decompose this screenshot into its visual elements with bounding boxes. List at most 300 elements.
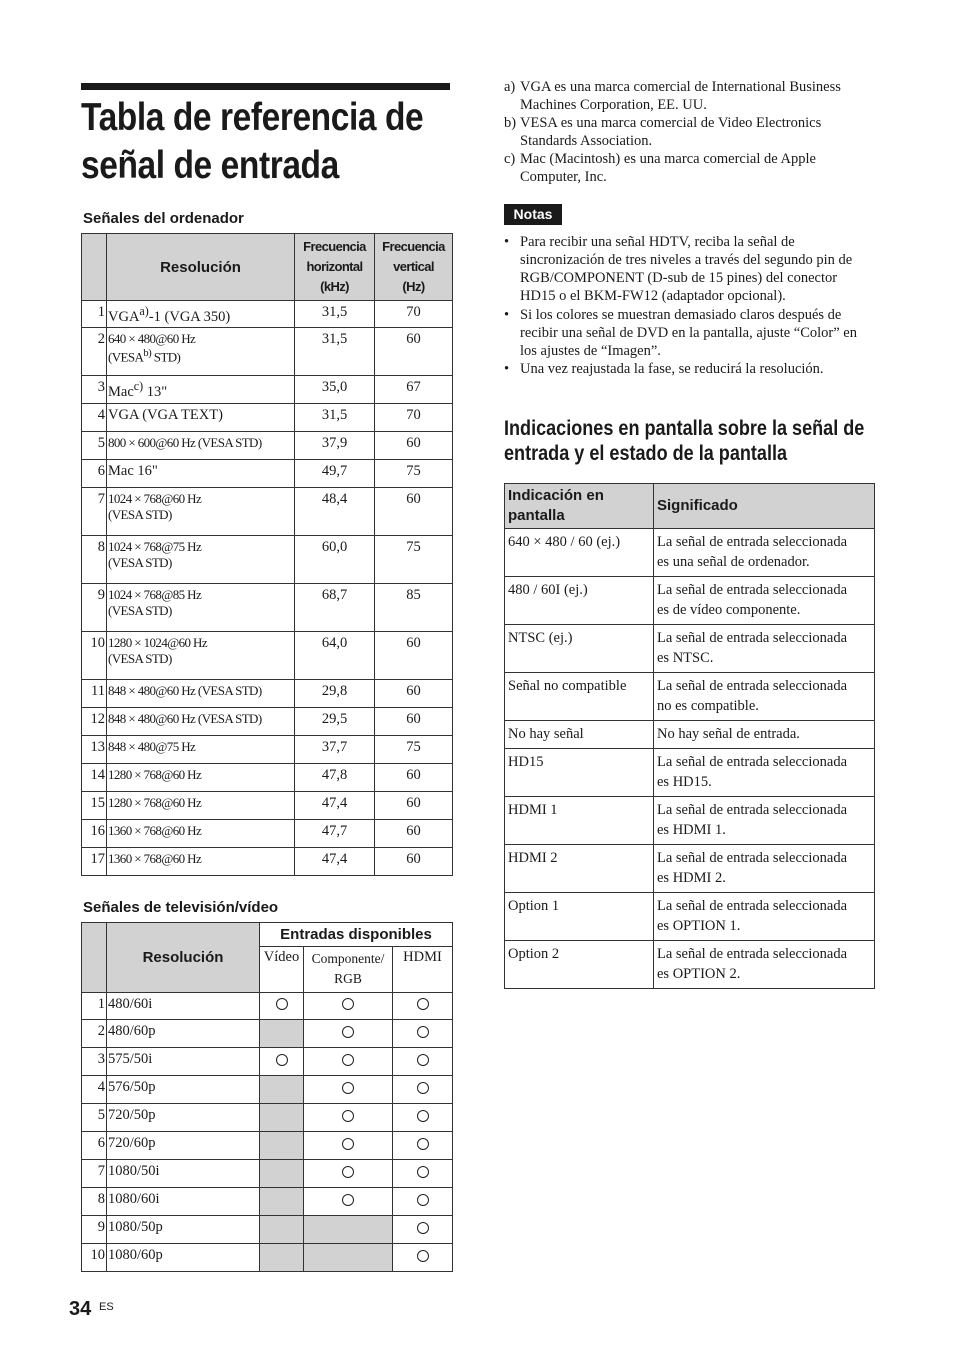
pc-resolution-text: 1360 × 768@60 Hz bbox=[108, 823, 202, 838]
tv-cell-video bbox=[260, 1188, 304, 1216]
indication-text: NTSC (ej.) bbox=[505, 625, 654, 673]
circle-mark-icon bbox=[417, 1194, 429, 1206]
pc-row-resolution-line bbox=[108, 491, 294, 507]
pc-resolution-text: VGA bbox=[108, 308, 140, 325]
pc-row-hfreq: 48,4 bbox=[295, 488, 375, 536]
pc-resolution-text: 1024 × 768@85 Hz bbox=[108, 587, 202, 602]
pc-row-hfreq: 35,0 bbox=[295, 376, 375, 404]
indications-heading-line: entrada y el estado de la pantalla bbox=[504, 442, 788, 465]
pc-header-vfreq-line: Frecuencia bbox=[382, 239, 445, 254]
indication-text: No hay señal bbox=[505, 721, 654, 749]
footnote-label: a) bbox=[504, 79, 516, 95]
tv-cell-hdmi bbox=[393, 1020, 453, 1048]
pc-row-number: 9 bbox=[82, 584, 107, 632]
indication-meaning-line: es HDMI 2. bbox=[657, 870, 726, 886]
note-line: HD15 o el BKM-FW12 (adaptador opcional). bbox=[520, 288, 786, 304]
tv-row-resolution: 576/50p bbox=[107, 1076, 260, 1104]
pc-row-vfreq: 70 bbox=[375, 301, 453, 328]
pc-row-number: 3 bbox=[82, 376, 107, 404]
pc-row-resolution bbox=[107, 680, 295, 708]
circle-mark-icon bbox=[342, 1054, 354, 1066]
tv-row-number: 2 bbox=[82, 1020, 107, 1048]
tv-cell-component bbox=[304, 1244, 393, 1272]
indications-row bbox=[505, 673, 875, 721]
tv-table-header-row bbox=[82, 923, 453, 947]
pc-row-resolution-line bbox=[108, 507, 294, 523]
tv-row-number: 10 bbox=[82, 1244, 107, 1272]
indication-meaning-line: es de vídeo componente. bbox=[657, 602, 801, 618]
pc-row-number: 17 bbox=[82, 848, 107, 876]
tv-section-label: Señales de televisión/vídeo bbox=[83, 899, 279, 916]
circle-mark-icon bbox=[342, 1110, 354, 1122]
pc-row-resolution-line bbox=[108, 635, 294, 651]
tv-header-video: Vídeo bbox=[260, 947, 304, 993]
circle-mark-icon bbox=[276, 1054, 288, 1066]
tv-cell-component bbox=[304, 1188, 393, 1216]
tv-signals-table bbox=[81, 922, 453, 1272]
tv-table-row bbox=[82, 1048, 453, 1076]
pc-header-vfreq-line: vertical bbox=[393, 259, 434, 274]
note-item bbox=[504, 306, 872, 360]
pc-row-resolution bbox=[107, 488, 295, 536]
indications-row bbox=[505, 893, 875, 941]
pc-header-hfreq bbox=[295, 234, 375, 301]
tv-cell-hdmi bbox=[393, 1104, 453, 1132]
pc-row-resolution-line bbox=[108, 603, 294, 619]
indication-meaning-line: La señal de entrada seleccionada bbox=[657, 802, 848, 818]
note-line: recibir una señal de DVD en la pantalla, ajuste “Color” en bbox=[520, 325, 857, 341]
indication-meaning-line: La señal de entrada seleccionada bbox=[657, 946, 848, 962]
pc-signals-table bbox=[81, 233, 453, 876]
pc-resolution-text: (VESA STD) bbox=[108, 651, 172, 666]
indications-row bbox=[505, 721, 875, 749]
pc-table-row bbox=[82, 820, 453, 848]
footnote-line: Machines Corporation, EE. UU. bbox=[520, 97, 707, 113]
indications-header-line: pantalla bbox=[508, 507, 565, 524]
tv-cell-component bbox=[304, 1020, 393, 1048]
indication-meaning-line: La señal de entrada seleccionada bbox=[657, 534, 848, 550]
pc-resolution-text: 848 × 480@60 Hz (VESA STD) bbox=[108, 683, 262, 698]
tv-cell-video bbox=[260, 1048, 304, 1076]
pc-row-vfreq: 60 bbox=[375, 680, 453, 708]
indication-meaning-line: La señal de entrada seleccionada bbox=[657, 898, 848, 914]
indications-row bbox=[505, 797, 875, 845]
circle-mark-icon bbox=[342, 1082, 354, 1094]
pc-resolution-text: 1280 × 768@60 Hz bbox=[108, 767, 202, 782]
pc-row-resolution bbox=[107, 584, 295, 632]
pc-resolution-text: 13" bbox=[143, 383, 168, 400]
pc-table-row bbox=[82, 376, 453, 404]
pc-table-row bbox=[82, 764, 453, 792]
indication-text: 640 × 480 / 60 (ej.) bbox=[505, 529, 654, 577]
pc-row-resolution bbox=[107, 460, 295, 488]
note-item bbox=[504, 360, 872, 378]
footnote-text bbox=[520, 114, 864, 150]
tv-row-number: 7 bbox=[82, 1160, 107, 1188]
pc-resolution-text: (VESA bbox=[108, 349, 144, 365]
pc-row-resolution-line bbox=[108, 379, 294, 401]
pc-header-hfreq-line: horizontal bbox=[306, 259, 363, 274]
tv-cell-component bbox=[304, 1216, 393, 1244]
circle-mark-icon bbox=[417, 1054, 429, 1066]
pc-row-resolution bbox=[107, 708, 295, 736]
bullet-icon: • bbox=[504, 361, 510, 377]
pc-row-vfreq: 75 bbox=[375, 536, 453, 584]
pc-table-header-row bbox=[82, 234, 453, 301]
circle-mark-icon bbox=[417, 1110, 429, 1122]
indication-meaning-line: no es compatible. bbox=[657, 698, 759, 714]
pc-row-resolution bbox=[107, 848, 295, 876]
pc-row-vfreq: 60 bbox=[375, 764, 453, 792]
indication-meaning bbox=[654, 845, 875, 893]
pc-resolution-text: VGA (VGA TEXT) bbox=[108, 407, 223, 423]
pc-row-hfreq: 29,5 bbox=[295, 708, 375, 736]
indication-text: 480 / 60I (ej.) bbox=[505, 577, 654, 625]
tv-header-hdmi: HDMI bbox=[393, 947, 453, 993]
pc-row-resolution bbox=[107, 632, 295, 680]
footnote-text bbox=[520, 78, 864, 114]
tv-cell-component bbox=[304, 1076, 393, 1104]
indication-meaning-line: es OPTION 1. bbox=[657, 918, 741, 934]
footnote-item bbox=[504, 78, 864, 114]
note-line: Para recibir una señal HDTV, reciba la señal de bbox=[520, 234, 795, 250]
pc-table-row bbox=[82, 736, 453, 764]
pc-row-number: 13 bbox=[82, 736, 107, 764]
page-title bbox=[81, 94, 425, 190]
indication-meaning-line: es OPTION 2. bbox=[657, 966, 741, 982]
pc-row-resolution-line bbox=[108, 795, 294, 811]
footnote-item bbox=[504, 114, 864, 150]
indication-meaning-line: es HD15. bbox=[657, 774, 712, 790]
tv-table-row bbox=[82, 1132, 453, 1160]
pc-row-resolution-line bbox=[108, 823, 294, 839]
pc-row-resolution-line bbox=[108, 463, 294, 480]
indication-text: HDMI 1 bbox=[505, 797, 654, 845]
tv-cell-hdmi bbox=[393, 1244, 453, 1272]
pc-row-vfreq: 60 bbox=[375, 328, 453, 376]
tv-cell-hdmi bbox=[393, 1188, 453, 1216]
indication-meaning bbox=[654, 577, 875, 625]
tv-cell-component bbox=[304, 1104, 393, 1132]
tv-cell-hdmi bbox=[393, 1132, 453, 1160]
pc-table-row bbox=[82, 460, 453, 488]
pc-row-vfreq: 60 bbox=[375, 632, 453, 680]
tv-cell-hdmi bbox=[393, 1076, 453, 1104]
pc-row-resolution-line bbox=[108, 767, 294, 783]
note-text bbox=[520, 233, 872, 305]
footnote-item bbox=[504, 150, 864, 186]
pc-table-row bbox=[82, 328, 453, 376]
pc-table-row bbox=[82, 301, 453, 328]
note-text bbox=[520, 306, 872, 360]
indication-meaning bbox=[654, 797, 875, 845]
circle-mark-icon bbox=[417, 1166, 429, 1178]
indication-meaning bbox=[654, 529, 875, 577]
pc-row-resolution-line bbox=[108, 587, 294, 603]
tv-row-number: 1 bbox=[82, 993, 107, 1020]
pc-row-resolution bbox=[107, 536, 295, 584]
pc-table-row bbox=[82, 848, 453, 876]
tv-row-number: 9 bbox=[82, 1216, 107, 1244]
pc-resolution-text: Mac bbox=[108, 383, 134, 400]
circle-mark-icon bbox=[276, 998, 288, 1010]
footnote-text bbox=[520, 150, 864, 186]
indications-row bbox=[505, 577, 875, 625]
pc-row-resolution bbox=[107, 328, 295, 376]
pc-row-resolution-line bbox=[108, 435, 294, 451]
note-line: RGB/COMPONENT (D-sub de 15 pines) del conector bbox=[520, 270, 838, 286]
indications-row bbox=[505, 625, 875, 673]
pc-row-vfreq: 60 bbox=[375, 848, 453, 876]
tv-table-row bbox=[82, 993, 453, 1020]
tv-row-resolution: 575/50i bbox=[107, 1048, 260, 1076]
pc-row-number: 11 bbox=[82, 680, 107, 708]
tv-cell-video bbox=[260, 1104, 304, 1132]
circle-mark-icon bbox=[417, 1250, 429, 1262]
tv-row-resolution: 1080/60i bbox=[107, 1188, 260, 1216]
pc-table-row bbox=[82, 632, 453, 680]
pc-table-row bbox=[82, 584, 453, 632]
pc-resolution-text: 1280 × 768@60 Hz bbox=[108, 795, 202, 810]
tv-cell-video bbox=[260, 993, 304, 1020]
tv-table-row bbox=[82, 1076, 453, 1104]
pc-row-vfreq: 70 bbox=[375, 404, 453, 432]
pc-header-hfreq-line: Frecuencia bbox=[303, 239, 366, 254]
indication-meaning-line: La señal de entrada seleccionada bbox=[657, 754, 848, 770]
tv-table-row bbox=[82, 1104, 453, 1132]
tv-cell-component bbox=[304, 1160, 393, 1188]
note-text bbox=[520, 360, 872, 378]
pc-table-row bbox=[82, 432, 453, 460]
pc-row-hfreq: 31,5 bbox=[295, 328, 375, 376]
indications-heading bbox=[504, 416, 882, 466]
pc-row-resolution-line bbox=[108, 331, 294, 347]
footnote-label: b) bbox=[504, 115, 517, 131]
pc-row-vfreq: 60 bbox=[375, 488, 453, 536]
pc-resolution-text: 1360 × 768@60 Hz bbox=[108, 851, 202, 866]
pc-row-hfreq: 47,4 bbox=[295, 848, 375, 876]
pc-row-hfreq: 49,7 bbox=[295, 460, 375, 488]
pc-header-vfreq bbox=[375, 234, 453, 301]
page-title-line-2: señal de entrada bbox=[81, 144, 339, 187]
note-line: los ajustes de “Imagen”. bbox=[520, 343, 661, 359]
pc-section-label: Señales del ordenador bbox=[83, 210, 244, 227]
indication-meaning-line: es HDMI 1. bbox=[657, 822, 726, 838]
bullet-icon: • bbox=[504, 307, 510, 323]
indication-meaning bbox=[654, 721, 875, 749]
tv-header-resolution: Resolución bbox=[107, 923, 260, 993]
pc-row-resolution bbox=[107, 764, 295, 792]
tv-table-row bbox=[82, 1160, 453, 1188]
pc-resolution-text: 848 × 480@75 Hz bbox=[108, 739, 196, 754]
indication-meaning-line: No hay señal de entrada. bbox=[657, 726, 800, 742]
tv-row-resolution: 1080/50p bbox=[107, 1216, 260, 1244]
pc-row-hfreq: 47,8 bbox=[295, 764, 375, 792]
indications-row bbox=[505, 529, 875, 577]
pc-row-resolution bbox=[107, 301, 295, 328]
pc-resolution-text: 640 × 480@60 Hz bbox=[108, 331, 196, 346]
footnote-line: Mac (Macintosh) es una marca comercial de Apple bbox=[520, 151, 816, 167]
pc-row-number: 12 bbox=[82, 708, 107, 736]
pc-footnote-marker: a) bbox=[139, 304, 149, 318]
indication-text: Señal no compatible bbox=[505, 673, 654, 721]
pc-header-resolution: Resolución bbox=[107, 234, 295, 301]
note-line: Si los colores se muestran demasiado claros después de bbox=[520, 307, 842, 323]
tv-cell-hdmi bbox=[393, 993, 453, 1020]
tv-row-resolution: 720/60p bbox=[107, 1132, 260, 1160]
pc-row-resolution bbox=[107, 792, 295, 820]
pc-row-resolution-line bbox=[108, 407, 294, 424]
tv-table-row bbox=[82, 1216, 453, 1244]
tv-cell-video bbox=[260, 1216, 304, 1244]
tv-header-num bbox=[82, 923, 107, 993]
notes-badge: Notas bbox=[504, 204, 562, 225]
tv-cell-video bbox=[260, 1076, 304, 1104]
pc-resolution-text: 1024 × 768@75 Hz bbox=[108, 539, 202, 554]
pc-resolution-text: Mac 16" bbox=[108, 463, 158, 479]
tv-row-resolution: 720/50p bbox=[107, 1104, 260, 1132]
indications-row bbox=[505, 749, 875, 797]
pc-row-vfreq: 75 bbox=[375, 736, 453, 764]
pc-resolution-text: 1024 × 768@60 Hz bbox=[108, 491, 202, 506]
tv-row-number: 4 bbox=[82, 1076, 107, 1104]
indication-meaning-line: La señal de entrada seleccionada bbox=[657, 630, 848, 646]
indications-header-row bbox=[505, 484, 875, 529]
indication-meaning-line: es una señal de ordenador. bbox=[657, 554, 810, 570]
indication-meaning-line: es NTSC. bbox=[657, 650, 714, 666]
pc-row-resolution-line bbox=[108, 347, 294, 365]
pc-row-number: 6 bbox=[82, 460, 107, 488]
pc-resolution-text: (VESA STD) bbox=[108, 507, 172, 522]
circle-mark-icon bbox=[417, 1026, 429, 1038]
pc-footnote-marker: b) bbox=[143, 347, 152, 359]
indication-text: Option 1 bbox=[505, 893, 654, 941]
tv-cell-video bbox=[260, 1132, 304, 1160]
indication-meaning-line: La señal de entrada seleccionada bbox=[657, 582, 848, 598]
footnote-line: Computer, Inc. bbox=[520, 169, 607, 185]
circle-mark-icon bbox=[417, 998, 429, 1010]
pc-header-vfreq-line: (Hz) bbox=[402, 279, 425, 294]
pc-row-vfreq: 60 bbox=[375, 708, 453, 736]
pc-row-resolution-line bbox=[108, 304, 294, 326]
tv-cell-component bbox=[304, 993, 393, 1020]
tv-header-available: Entradas disponibles bbox=[260, 923, 453, 947]
pc-row-hfreq: 64,0 bbox=[295, 632, 375, 680]
pc-resolution-text: (VESA STD) bbox=[108, 603, 172, 618]
pc-resolution-text: STD) bbox=[151, 349, 181, 365]
tv-cell-component bbox=[304, 1048, 393, 1076]
pc-table-row bbox=[82, 488, 453, 536]
indication-meaning-line: La señal de entrada seleccionada bbox=[657, 850, 848, 866]
pc-table-row bbox=[82, 404, 453, 432]
indication-text: HD15 bbox=[505, 749, 654, 797]
footnote-line: VGA es una marca comercial de International Business bbox=[520, 79, 841, 95]
tv-row-number: 5 bbox=[82, 1104, 107, 1132]
pc-row-number: 14 bbox=[82, 764, 107, 792]
pc-row-resolution-line bbox=[108, 555, 294, 571]
pc-table-row bbox=[82, 792, 453, 820]
pc-row-resolution-line bbox=[108, 711, 294, 727]
pc-resolution-text: 800 × 600@60 Hz (VESA STD) bbox=[108, 435, 262, 450]
pc-row-hfreq: 37,9 bbox=[295, 432, 375, 460]
pc-row-vfreq: 67 bbox=[375, 376, 453, 404]
circle-mark-icon bbox=[342, 998, 354, 1010]
indications-table bbox=[504, 483, 875, 989]
footnote-label: c) bbox=[504, 151, 516, 167]
pc-header-hfreq-line: (kHz) bbox=[320, 279, 349, 294]
tv-cell-component bbox=[304, 1132, 393, 1160]
tv-row-number: 3 bbox=[82, 1048, 107, 1076]
pc-row-hfreq: 68,7 bbox=[295, 584, 375, 632]
indications-header-indication bbox=[505, 484, 654, 529]
pc-row-vfreq: 60 bbox=[375, 792, 453, 820]
pc-row-number: 4 bbox=[82, 404, 107, 432]
pc-resolution-text: (VESA STD) bbox=[108, 555, 172, 570]
pc-row-hfreq: 31,5 bbox=[295, 301, 375, 328]
circle-mark-icon bbox=[342, 1138, 354, 1150]
tv-row-resolution: 480/60p bbox=[107, 1020, 260, 1048]
pc-resolution-text: 1280 × 1024@60 Hz bbox=[108, 635, 208, 650]
indication-meaning bbox=[654, 893, 875, 941]
pc-row-resolution bbox=[107, 376, 295, 404]
footnote-line: Standards Association. bbox=[520, 133, 653, 149]
tv-row-resolution: 1080/60p bbox=[107, 1244, 260, 1272]
pc-row-number: 15 bbox=[82, 792, 107, 820]
indication-meaning bbox=[654, 941, 875, 989]
pc-row-hfreq: 47,4 bbox=[295, 792, 375, 820]
pc-row-vfreq: 60 bbox=[375, 820, 453, 848]
footnote-line: VESA es una marca comercial de Video Electronics bbox=[520, 115, 822, 131]
indication-text: HDMI 2 bbox=[505, 845, 654, 893]
indications-header-line: Indicación en bbox=[508, 487, 604, 504]
pc-row-resolution-line bbox=[108, 539, 294, 555]
pc-footnote-marker: c) bbox=[133, 379, 144, 393]
indication-meaning bbox=[654, 625, 875, 673]
indication-text: Option 2 bbox=[505, 941, 654, 989]
pc-row-hfreq: 29,8 bbox=[295, 680, 375, 708]
pc-resolution-text: -1 (VGA 350) bbox=[148, 308, 231, 325]
pc-row-vfreq: 75 bbox=[375, 460, 453, 488]
tv-row-resolution: 1080/50i bbox=[107, 1160, 260, 1188]
tv-header-component bbox=[304, 947, 393, 993]
tv-row-resolution: 480/60i bbox=[107, 993, 260, 1020]
pc-table-row bbox=[82, 536, 453, 584]
indications-row bbox=[505, 845, 875, 893]
tv-cell-video bbox=[260, 1020, 304, 1048]
circle-mark-icon bbox=[417, 1138, 429, 1150]
pc-row-resolution bbox=[107, 736, 295, 764]
pc-row-number: 16 bbox=[82, 820, 107, 848]
tv-table-row bbox=[82, 1244, 453, 1272]
title-rule bbox=[81, 83, 450, 90]
circle-mark-icon bbox=[417, 1082, 429, 1094]
note-line: Una vez reajustada la fase, se reducirá la resolución. bbox=[520, 361, 824, 377]
circle-mark-icon bbox=[342, 1026, 354, 1038]
pc-resolution-text: 848 × 480@60 Hz (VESA STD) bbox=[108, 711, 262, 726]
pc-row-number: 10 bbox=[82, 632, 107, 680]
note-line: sincronización de tres niveles a través del segundo pin de bbox=[520, 252, 853, 268]
circle-mark-icon bbox=[342, 1194, 354, 1206]
pc-table-row bbox=[82, 708, 453, 736]
indication-meaning bbox=[654, 673, 875, 721]
circle-mark-icon bbox=[342, 1166, 354, 1178]
pc-row-number: 8 bbox=[82, 536, 107, 584]
tv-cell-hdmi bbox=[393, 1216, 453, 1244]
tv-cell-video bbox=[260, 1160, 304, 1188]
page-title-line-1: Tabla de referencia de bbox=[81, 96, 424, 139]
pc-row-resolution bbox=[107, 432, 295, 460]
tv-cell-video bbox=[260, 1244, 304, 1272]
